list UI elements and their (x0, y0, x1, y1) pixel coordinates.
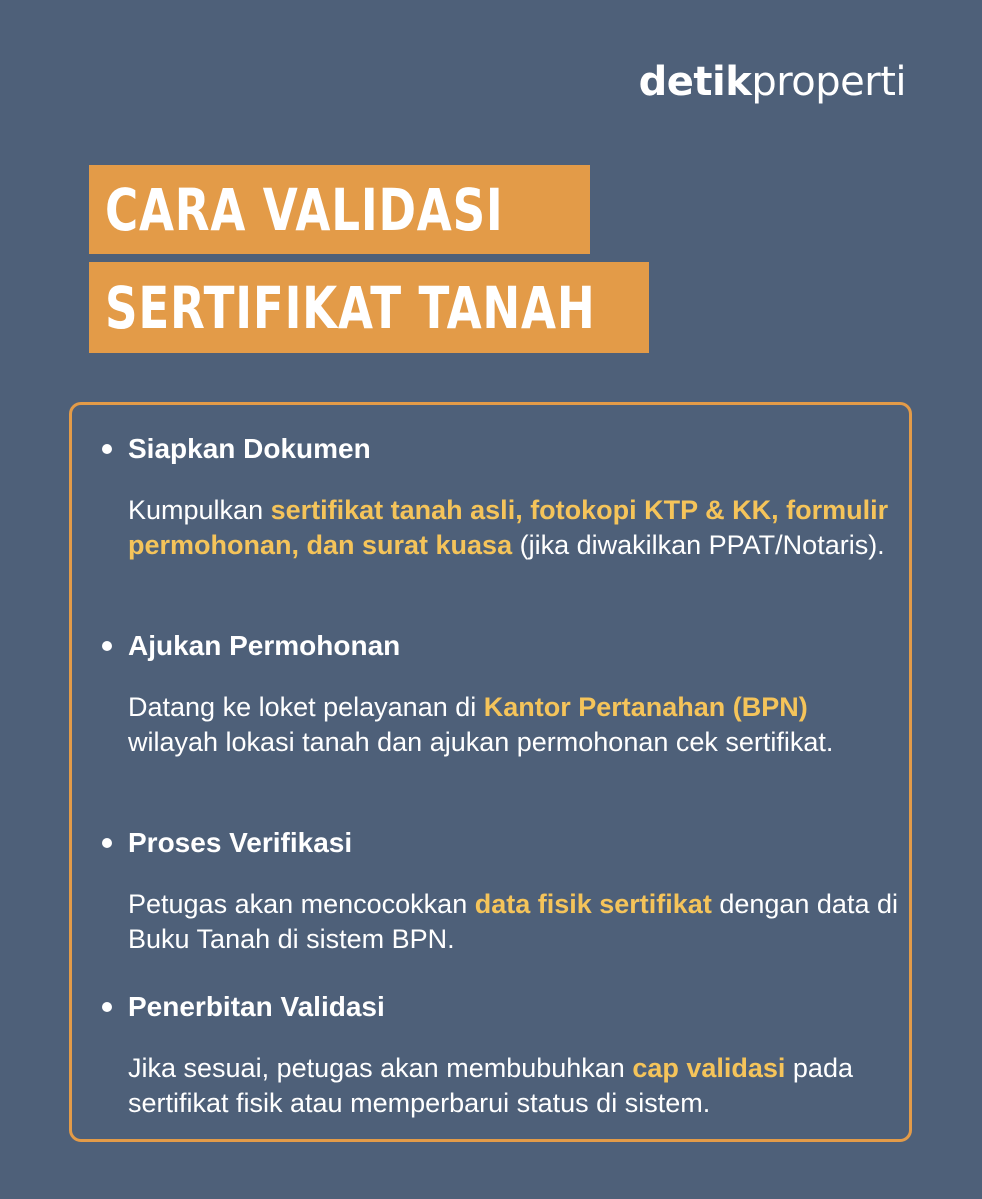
step-highlight: Kantor Pertanahan (BPN) (483, 692, 808, 722)
step-highlight: data fisik sertifikat (474, 889, 712, 919)
title-line-2-band (89, 262, 649, 353)
step-highlight: cap validasi (632, 1053, 786, 1083)
step-heading: Penerbitan Validasi (128, 991, 385, 1022)
step-description (128, 690, 898, 760)
step-text: pada sertifikat fisik atau memperbarui status di sistem. (128, 1053, 853, 1118)
logo-properti: properti (751, 59, 906, 105)
step-description (128, 1051, 898, 1121)
bullet-icon (102, 444, 112, 454)
title-line-2: SERTIFIKAT TANAH (105, 273, 596, 342)
logo-detik: detik (638, 59, 752, 105)
step-text: (jika diwakilkan PPAT/Notaris). (512, 530, 885, 560)
bullet-icon (102, 1002, 112, 1012)
steps-card (69, 402, 912, 1142)
step-text: Petugas akan mencocokkan (128, 889, 475, 919)
title-line-1: CARA VALIDASI (105, 175, 504, 244)
step-description (128, 887, 898, 957)
detikproperti-logo (638, 59, 906, 105)
step-text: dengan data di Buku Tanah di sistem BPN. (128, 889, 898, 954)
step-text: Datang ke loket pelayanan di (128, 692, 484, 722)
step-heading: Ajukan Permohonan (128, 630, 401, 661)
step-text: Jika sesuai, petugas akan membubuhkan (128, 1053, 633, 1083)
bullet-icon (102, 641, 112, 651)
step-highlight: sertifikat tanah asli, fotokopi KTP & KK, formulir permohonan, dan surat kuasa (128, 495, 889, 560)
title-line-1-band (89, 165, 590, 254)
step-description (128, 493, 898, 563)
step-text: wilayah lokasi tanah dan ajukan permohonan cek sertifikat. (128, 727, 834, 757)
step-text: Kumpulkan (128, 495, 271, 525)
step-heading: Siapkan Dokumen (128, 433, 371, 464)
step-heading: Proses Verifikasi (128, 827, 353, 858)
bullet-icon (102, 838, 112, 848)
